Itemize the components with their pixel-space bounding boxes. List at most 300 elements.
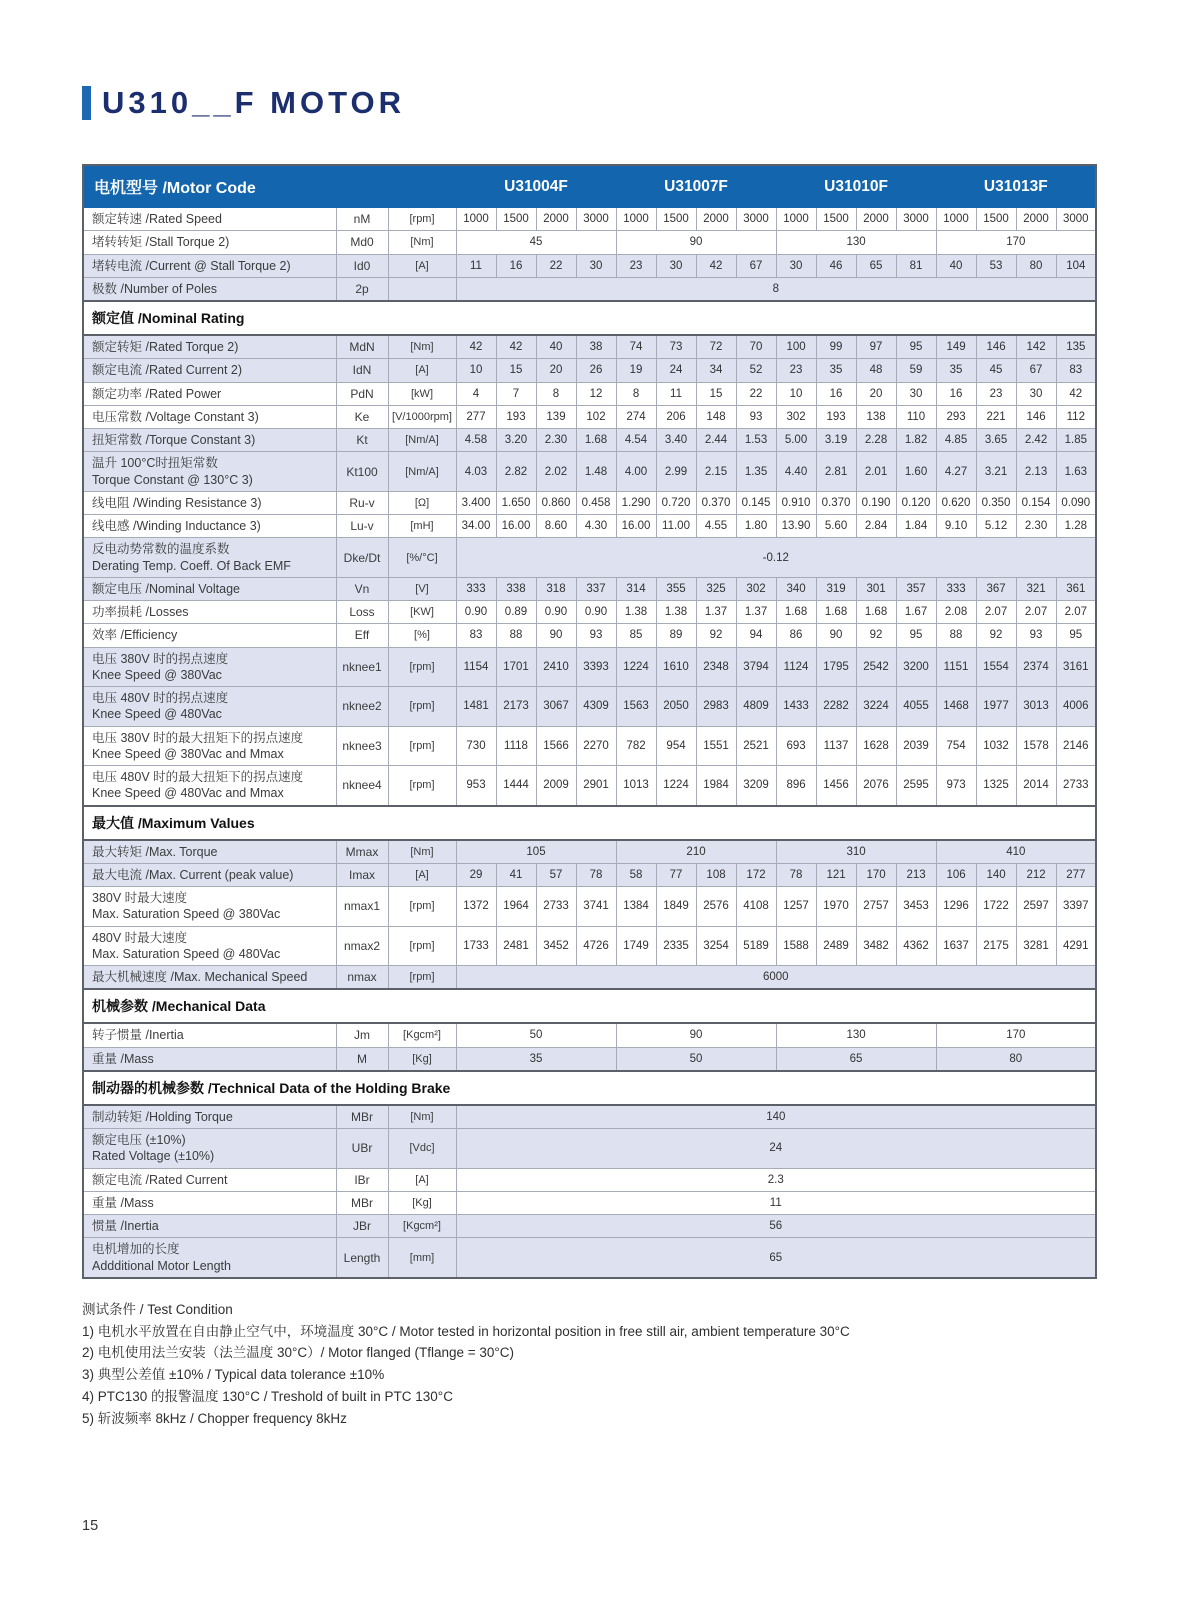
row-symbol: Lu-v — [336, 515, 388, 538]
value-cell: 319 — [816, 577, 856, 600]
spec-row — [83, 1238, 1096, 1278]
value-cell: 337 — [576, 577, 616, 600]
row-unit: [Kgcm²] — [388, 1215, 456, 1238]
value-cell: 4.54 — [616, 429, 656, 452]
value-cell: 105 — [456, 840, 616, 864]
value-cell: 1.650 — [496, 491, 536, 514]
value-cell: 206 — [656, 405, 696, 428]
row-unit: [kW] — [388, 382, 456, 405]
spec-row — [83, 1168, 1096, 1191]
value-cell: 83 — [1056, 359, 1096, 382]
value-cell: 23 — [976, 382, 1016, 405]
value-cell: 1000 — [776, 208, 816, 231]
row-label: 扭矩常数 /Torque Constant 3) — [83, 429, 336, 452]
value-cell: 1296 — [936, 887, 976, 927]
value-cell: 102 — [576, 405, 616, 428]
value-cell: 3741 — [576, 887, 616, 927]
value-cell: 0.89 — [496, 601, 536, 624]
value-cell: 0.350 — [976, 491, 1016, 514]
row-label: 制动转矩 /Holding Torque — [83, 1105, 336, 1129]
value-cell: 210 — [616, 840, 776, 864]
value-cell: 41 — [496, 863, 536, 886]
motor-code-header: U31004F — [456, 165, 616, 208]
value-cell: 42 — [696, 254, 736, 277]
value-cell: 16 — [816, 382, 856, 405]
value-cell: 90 — [536, 624, 576, 647]
value-cell: 92 — [696, 624, 736, 647]
section-title: 额定值 /Nominal Rating — [83, 301, 1096, 335]
motor-code-header: U31010F — [776, 165, 936, 208]
value-cell: 140 — [976, 863, 1016, 886]
value-cell: 1977 — [976, 687, 1016, 727]
row-label: 额定电流 /Rated Current — [83, 1168, 336, 1191]
value-cell: 2521 — [736, 726, 776, 766]
value-cell: 148 — [696, 405, 736, 428]
value-cell: 100 — [776, 335, 816, 359]
value-cell: 3794 — [736, 647, 776, 687]
value-cell: 2.13 — [1016, 452, 1056, 492]
value-cell: 1.60 — [896, 452, 936, 492]
value-cell: 1325 — [976, 766, 1016, 806]
row-symbol: nmax2 — [336, 926, 388, 966]
value-cell: 2.07 — [1056, 601, 1096, 624]
value-cell: 293 — [936, 405, 976, 428]
value-cell: 1984 — [696, 766, 736, 806]
row-symbol: nmax — [336, 966, 388, 990]
spec-row — [83, 766, 1096, 806]
value-cell: 325 — [696, 577, 736, 600]
value-cell: 4055 — [896, 687, 936, 727]
spec-row — [83, 515, 1096, 538]
value-cell: 1372 — [456, 887, 496, 927]
row-label: 额定电压 (±10%) Rated Voltage (±10%) — [83, 1129, 336, 1169]
spec-row — [83, 687, 1096, 727]
value-cell: 4809 — [736, 687, 776, 727]
row-unit: [%] — [388, 624, 456, 647]
row-label: 温升 100°C时扭矩常数 Torque Constant @ 130°C 3) — [83, 452, 336, 492]
value-cell: 1964 — [496, 887, 536, 927]
value-cell: 2175 — [976, 926, 1016, 966]
spec-row — [83, 624, 1096, 647]
value-cell: 104 — [1056, 254, 1096, 277]
value-cell: 274 — [616, 405, 656, 428]
value-cell: 35 — [816, 359, 856, 382]
value-cell: 2595 — [896, 766, 936, 806]
page-number: 15 — [82, 1518, 99, 1534]
value-cell: 92 — [856, 624, 896, 647]
value-cell: 146 — [976, 335, 1016, 359]
value-cell: 121 — [816, 863, 856, 886]
value-cell: 110 — [896, 405, 936, 428]
value-cell: 65 — [456, 1238, 1096, 1278]
value-cell: 2000 — [536, 208, 576, 231]
row-label: 电压 380V 时的拐点速度 Knee Speed @ 380Vac — [83, 647, 336, 687]
row-label: 惯量 /Inertia — [83, 1215, 336, 1238]
row-symbol: IdN — [336, 359, 388, 382]
value-cell: 1970 — [816, 887, 856, 927]
value-cell: 1500 — [816, 208, 856, 231]
row-unit: [rpm] — [388, 966, 456, 990]
value-cell: 2542 — [856, 647, 896, 687]
row-label: 重量 /Mass — [83, 1191, 336, 1214]
spec-row — [83, 1047, 1096, 1071]
value-cell: 357 — [896, 577, 936, 600]
value-cell: 2481 — [496, 926, 536, 966]
row-symbol: Dke/Dt — [336, 538, 388, 578]
spec-row — [83, 863, 1096, 886]
value-cell: 93 — [576, 624, 616, 647]
row-unit: [Nm] — [388, 335, 456, 359]
value-cell: 26 — [576, 359, 616, 382]
value-cell: 2.84 — [856, 515, 896, 538]
value-cell: 1628 — [856, 726, 896, 766]
value-cell: 11 — [456, 1191, 1096, 1214]
value-cell: 2000 — [856, 208, 896, 231]
row-label: 额定电流 /Rated Current 2) — [83, 359, 336, 382]
row-label: 额定转速 /Rated Speed — [83, 208, 336, 231]
row-label: 重量 /Mass — [83, 1047, 336, 1071]
value-cell: 8 — [536, 382, 576, 405]
row-unit: [Nm/A] — [388, 452, 456, 492]
value-cell: 302 — [776, 405, 816, 428]
spec-row — [83, 1215, 1096, 1238]
value-cell: 1.38 — [656, 601, 696, 624]
value-cell: 15 — [496, 359, 536, 382]
value-cell: 138 — [856, 405, 896, 428]
value-cell: 1137 — [816, 726, 856, 766]
row-unit: [Nm] — [388, 231, 456, 254]
value-cell: 2000 — [1016, 208, 1056, 231]
value-cell: 53 — [976, 254, 1016, 277]
row-label: 额定功率 /Rated Power — [83, 382, 336, 405]
spec-row — [83, 840, 1096, 864]
value-cell: 170 — [856, 863, 896, 886]
row-unit: [Nm] — [388, 840, 456, 864]
value-cell: 2410 — [536, 647, 576, 687]
value-cell: 1578 — [1016, 726, 1056, 766]
row-label: 极数 /Number of Poles — [83, 277, 336, 301]
section-title: 机械参数 /Mechanical Data — [83, 989, 1096, 1023]
value-cell: 80 — [1016, 254, 1056, 277]
row-symbol: IBr — [336, 1168, 388, 1191]
spec-row — [83, 231, 1096, 254]
spec-row — [83, 577, 1096, 600]
row-unit: [rpm] — [388, 766, 456, 806]
value-cell: 149 — [936, 335, 976, 359]
notes-title: 测试条件 / Test Condition — [82, 1301, 233, 1317]
spec-row — [83, 887, 1096, 927]
value-cell: 13.90 — [776, 515, 816, 538]
spec-row — [83, 1129, 1096, 1169]
motor-code-label: 电机型号 /Motor Code — [83, 165, 456, 208]
spec-row — [83, 1023, 1096, 1047]
value-cell: 78 — [576, 863, 616, 886]
row-unit: [Kg] — [388, 1191, 456, 1214]
value-cell: 86 — [776, 624, 816, 647]
value-cell: 9.10 — [936, 515, 976, 538]
row-unit: [rpm] — [388, 647, 456, 687]
value-cell: 130 — [776, 1023, 936, 1047]
row-unit: [%/°C] — [388, 538, 456, 578]
value-cell: 3000 — [896, 208, 936, 231]
value-cell: 2009 — [536, 766, 576, 806]
row-symbol: PdN — [336, 382, 388, 405]
row-label: 效率 /Efficiency — [83, 624, 336, 647]
value-cell: 0.90 — [456, 601, 496, 624]
value-cell: 0.370 — [696, 491, 736, 514]
value-cell: 1749 — [616, 926, 656, 966]
value-cell: 1588 — [776, 926, 816, 966]
value-cell: 30 — [896, 382, 936, 405]
value-cell: 361 — [1056, 577, 1096, 600]
value-cell: 1118 — [496, 726, 536, 766]
table-header-row — [83, 165, 1096, 208]
row-unit: [rpm] — [388, 926, 456, 966]
value-cell: 11.00 — [656, 515, 696, 538]
value-cell: 30 — [576, 254, 616, 277]
spec-row — [83, 538, 1096, 578]
page-title: U310__F MOTOR — [102, 85, 405, 120]
row-symbol: nknee2 — [336, 687, 388, 727]
title-accent-bar — [82, 86, 91, 120]
spec-row — [83, 208, 1096, 231]
row-label: 额定电压 /Nominal Voltage — [83, 577, 336, 600]
value-cell: 0.860 — [536, 491, 576, 514]
value-cell: 2348 — [696, 647, 736, 687]
value-cell: 3.40 — [656, 429, 696, 452]
spec-row — [83, 491, 1096, 514]
spec-row — [83, 1105, 1096, 1129]
spec-row — [83, 382, 1096, 405]
row-symbol: Kt100 — [336, 452, 388, 492]
row-unit: [V] — [388, 577, 456, 600]
table-header — [83, 165, 1096, 208]
value-cell: 3224 — [856, 687, 896, 727]
value-cell: 0.90 — [536, 601, 576, 624]
value-cell: 30 — [656, 254, 696, 277]
value-cell: 2335 — [656, 926, 696, 966]
value-cell: 4.40 — [776, 452, 816, 492]
value-cell: 70 — [736, 335, 776, 359]
value-cell: 2.08 — [936, 601, 976, 624]
value-cell: 2000 — [696, 208, 736, 231]
value-cell: 1.37 — [696, 601, 736, 624]
value-cell: 0.145 — [736, 491, 776, 514]
value-cell: 1433 — [776, 687, 816, 727]
value-cell: 1563 — [616, 687, 656, 727]
section-row — [83, 1071, 1096, 1105]
value-cell: 0.370 — [816, 491, 856, 514]
value-cell: 277 — [1056, 863, 1096, 886]
value-cell: 30 — [776, 254, 816, 277]
value-cell: 193 — [816, 405, 856, 428]
value-cell: 3000 — [736, 208, 776, 231]
value-cell: 2.28 — [856, 429, 896, 452]
spec-row — [83, 647, 1096, 687]
value-cell: 730 — [456, 726, 496, 766]
row-unit: [Ω] — [388, 491, 456, 514]
value-cell: 1500 — [976, 208, 1016, 231]
note-item-4: 4) PTC130 的报警温度 130°C / Treshold of built in PTC 130°C — [82, 1389, 453, 1405]
row-symbol: Ru-v — [336, 491, 388, 514]
value-cell: 85 — [616, 624, 656, 647]
value-cell: 59 — [896, 359, 936, 382]
value-cell: 95 — [896, 335, 936, 359]
test-condition-notes — [82, 1299, 1097, 1430]
value-cell: 221 — [976, 405, 1016, 428]
value-cell: 73 — [656, 335, 696, 359]
value-cell: 2014 — [1016, 766, 1056, 806]
value-cell: 0.120 — [896, 491, 936, 514]
value-cell: 1566 — [536, 726, 576, 766]
value-cell: 142 — [1016, 335, 1056, 359]
value-cell: 74 — [616, 335, 656, 359]
row-unit: [A] — [388, 254, 456, 277]
value-cell: 1032 — [976, 726, 1016, 766]
value-cell: 11 — [456, 254, 496, 277]
row-unit: [A] — [388, 359, 456, 382]
value-cell: 277 — [456, 405, 496, 428]
row-symbol: Ke — [336, 405, 388, 428]
value-cell: 3397 — [1056, 887, 1096, 927]
value-cell: 1468 — [936, 687, 976, 727]
value-cell: 2.44 — [696, 429, 736, 452]
value-cell: 42 — [496, 335, 536, 359]
value-cell: 95 — [1056, 624, 1096, 647]
value-cell: 2282 — [816, 687, 856, 727]
value-cell: 93 — [1016, 624, 1056, 647]
value-cell: 4108 — [736, 887, 776, 927]
value-cell: 2.02 — [536, 452, 576, 492]
row-label: 最大转矩 /Max. Torque — [83, 840, 336, 864]
row-symbol: MdN — [336, 335, 388, 359]
row-unit: [Nm] — [388, 1105, 456, 1129]
row-symbol: nknee4 — [336, 766, 388, 806]
value-cell: 1.48 — [576, 452, 616, 492]
row-symbol: MBr — [336, 1191, 388, 1214]
value-cell: 2173 — [496, 687, 536, 727]
value-cell: 301 — [856, 577, 896, 600]
value-cell: 1456 — [816, 766, 856, 806]
value-cell: 1500 — [496, 208, 536, 231]
row-label: 电压 480V 时的拐点速度 Knee Speed @ 480Vac — [83, 687, 336, 727]
value-cell: 81 — [896, 254, 936, 277]
value-cell: 2374 — [1016, 647, 1056, 687]
value-cell: 170 — [936, 231, 1096, 254]
row-symbol: Jm — [336, 1023, 388, 1047]
row-unit: [mm] — [388, 1238, 456, 1278]
value-cell: 0.910 — [776, 491, 816, 514]
value-cell: 77 — [656, 863, 696, 886]
row-symbol: Loss — [336, 601, 388, 624]
value-cell: 93 — [736, 405, 776, 428]
value-cell: 973 — [936, 766, 976, 806]
value-cell: 4309 — [576, 687, 616, 727]
value-cell: 146 — [1016, 405, 1056, 428]
row-unit: [rpm] — [388, 687, 456, 727]
value-cell: 321 — [1016, 577, 1056, 600]
value-cell: 34 — [696, 359, 736, 382]
row-unit: [Kg] — [388, 1047, 456, 1071]
value-cell: 4.85 — [936, 429, 976, 452]
value-cell: 172 — [736, 863, 776, 886]
value-cell: 135 — [1056, 335, 1096, 359]
row-label: 电机增加的长度 Addditional Motor Length — [83, 1238, 336, 1278]
value-cell: 1.53 — [736, 429, 776, 452]
value-cell: 1610 — [656, 647, 696, 687]
value-cell: 48 — [856, 359, 896, 382]
value-cell: 4006 — [1056, 687, 1096, 727]
spec-row — [83, 429, 1096, 452]
value-cell: 90 — [616, 231, 776, 254]
row-label: 转子惯量 /Inertia — [83, 1023, 336, 1047]
value-cell: 78 — [776, 863, 816, 886]
row-label: 最大电流 /Max. Current (peak value) — [83, 863, 336, 886]
value-cell: 1.82 — [896, 429, 936, 452]
value-cell: 34.00 — [456, 515, 496, 538]
value-cell: 2.42 — [1016, 429, 1056, 452]
value-cell: 1.38 — [616, 601, 656, 624]
value-cell: 1.67 — [896, 601, 936, 624]
row-unit: [KW] — [388, 601, 456, 624]
value-cell: 0.090 — [1056, 491, 1096, 514]
row-label: 额定转矩 /Rated Torque 2) — [83, 335, 336, 359]
section-row — [83, 989, 1096, 1023]
row-symbol: nmax1 — [336, 887, 388, 927]
value-cell: 1481 — [456, 687, 496, 727]
value-cell: 1551 — [696, 726, 736, 766]
value-cell: 1.28 — [1056, 515, 1096, 538]
value-cell: 2757 — [856, 887, 896, 927]
value-cell: 1013 — [616, 766, 656, 806]
row-unit: [Vdc] — [388, 1129, 456, 1169]
value-cell: 30 — [1016, 382, 1056, 405]
value-cell: -0.12 — [456, 538, 1096, 578]
row-symbol: Kt — [336, 429, 388, 452]
value-cell: 3482 — [856, 926, 896, 966]
row-unit: [V/1000rpm] — [388, 405, 456, 428]
spec-row — [83, 277, 1096, 301]
motor-spec-table — [82, 164, 1097, 1279]
value-cell: 1.84 — [896, 515, 936, 538]
value-cell: 2.99 — [656, 452, 696, 492]
value-cell: 3013 — [1016, 687, 1056, 727]
row-unit: [A] — [388, 1168, 456, 1191]
row-symbol: M — [336, 1047, 388, 1071]
row-symbol: Length — [336, 1238, 388, 1278]
spec-row — [83, 335, 1096, 359]
row-unit: [mH] — [388, 515, 456, 538]
value-cell: 2.82 — [496, 452, 536, 492]
value-cell: 1849 — [656, 887, 696, 927]
row-label: 线电阻 /Winding Resistance 3) — [83, 491, 336, 514]
value-cell: 2050 — [656, 687, 696, 727]
section-row — [83, 806, 1096, 840]
value-cell: 94 — [736, 624, 776, 647]
value-cell: 35 — [456, 1047, 616, 1071]
value-cell: 3000 — [576, 208, 616, 231]
value-cell: 1000 — [616, 208, 656, 231]
value-cell: 20 — [536, 359, 576, 382]
value-cell: 88 — [936, 624, 976, 647]
value-cell: 29 — [456, 863, 496, 886]
value-cell: 2270 — [576, 726, 616, 766]
value-cell: 2039 — [896, 726, 936, 766]
note-item-1: 1) 电机水平放置在自由静止空气中，环境温度 30°C / Motor tested in horizontal position in free still air, ambient temperature 30°C — [82, 1323, 850, 1339]
value-cell: 0.90 — [576, 601, 616, 624]
value-cell: 52 — [736, 359, 776, 382]
motor-code-header: U31013F — [936, 165, 1096, 208]
